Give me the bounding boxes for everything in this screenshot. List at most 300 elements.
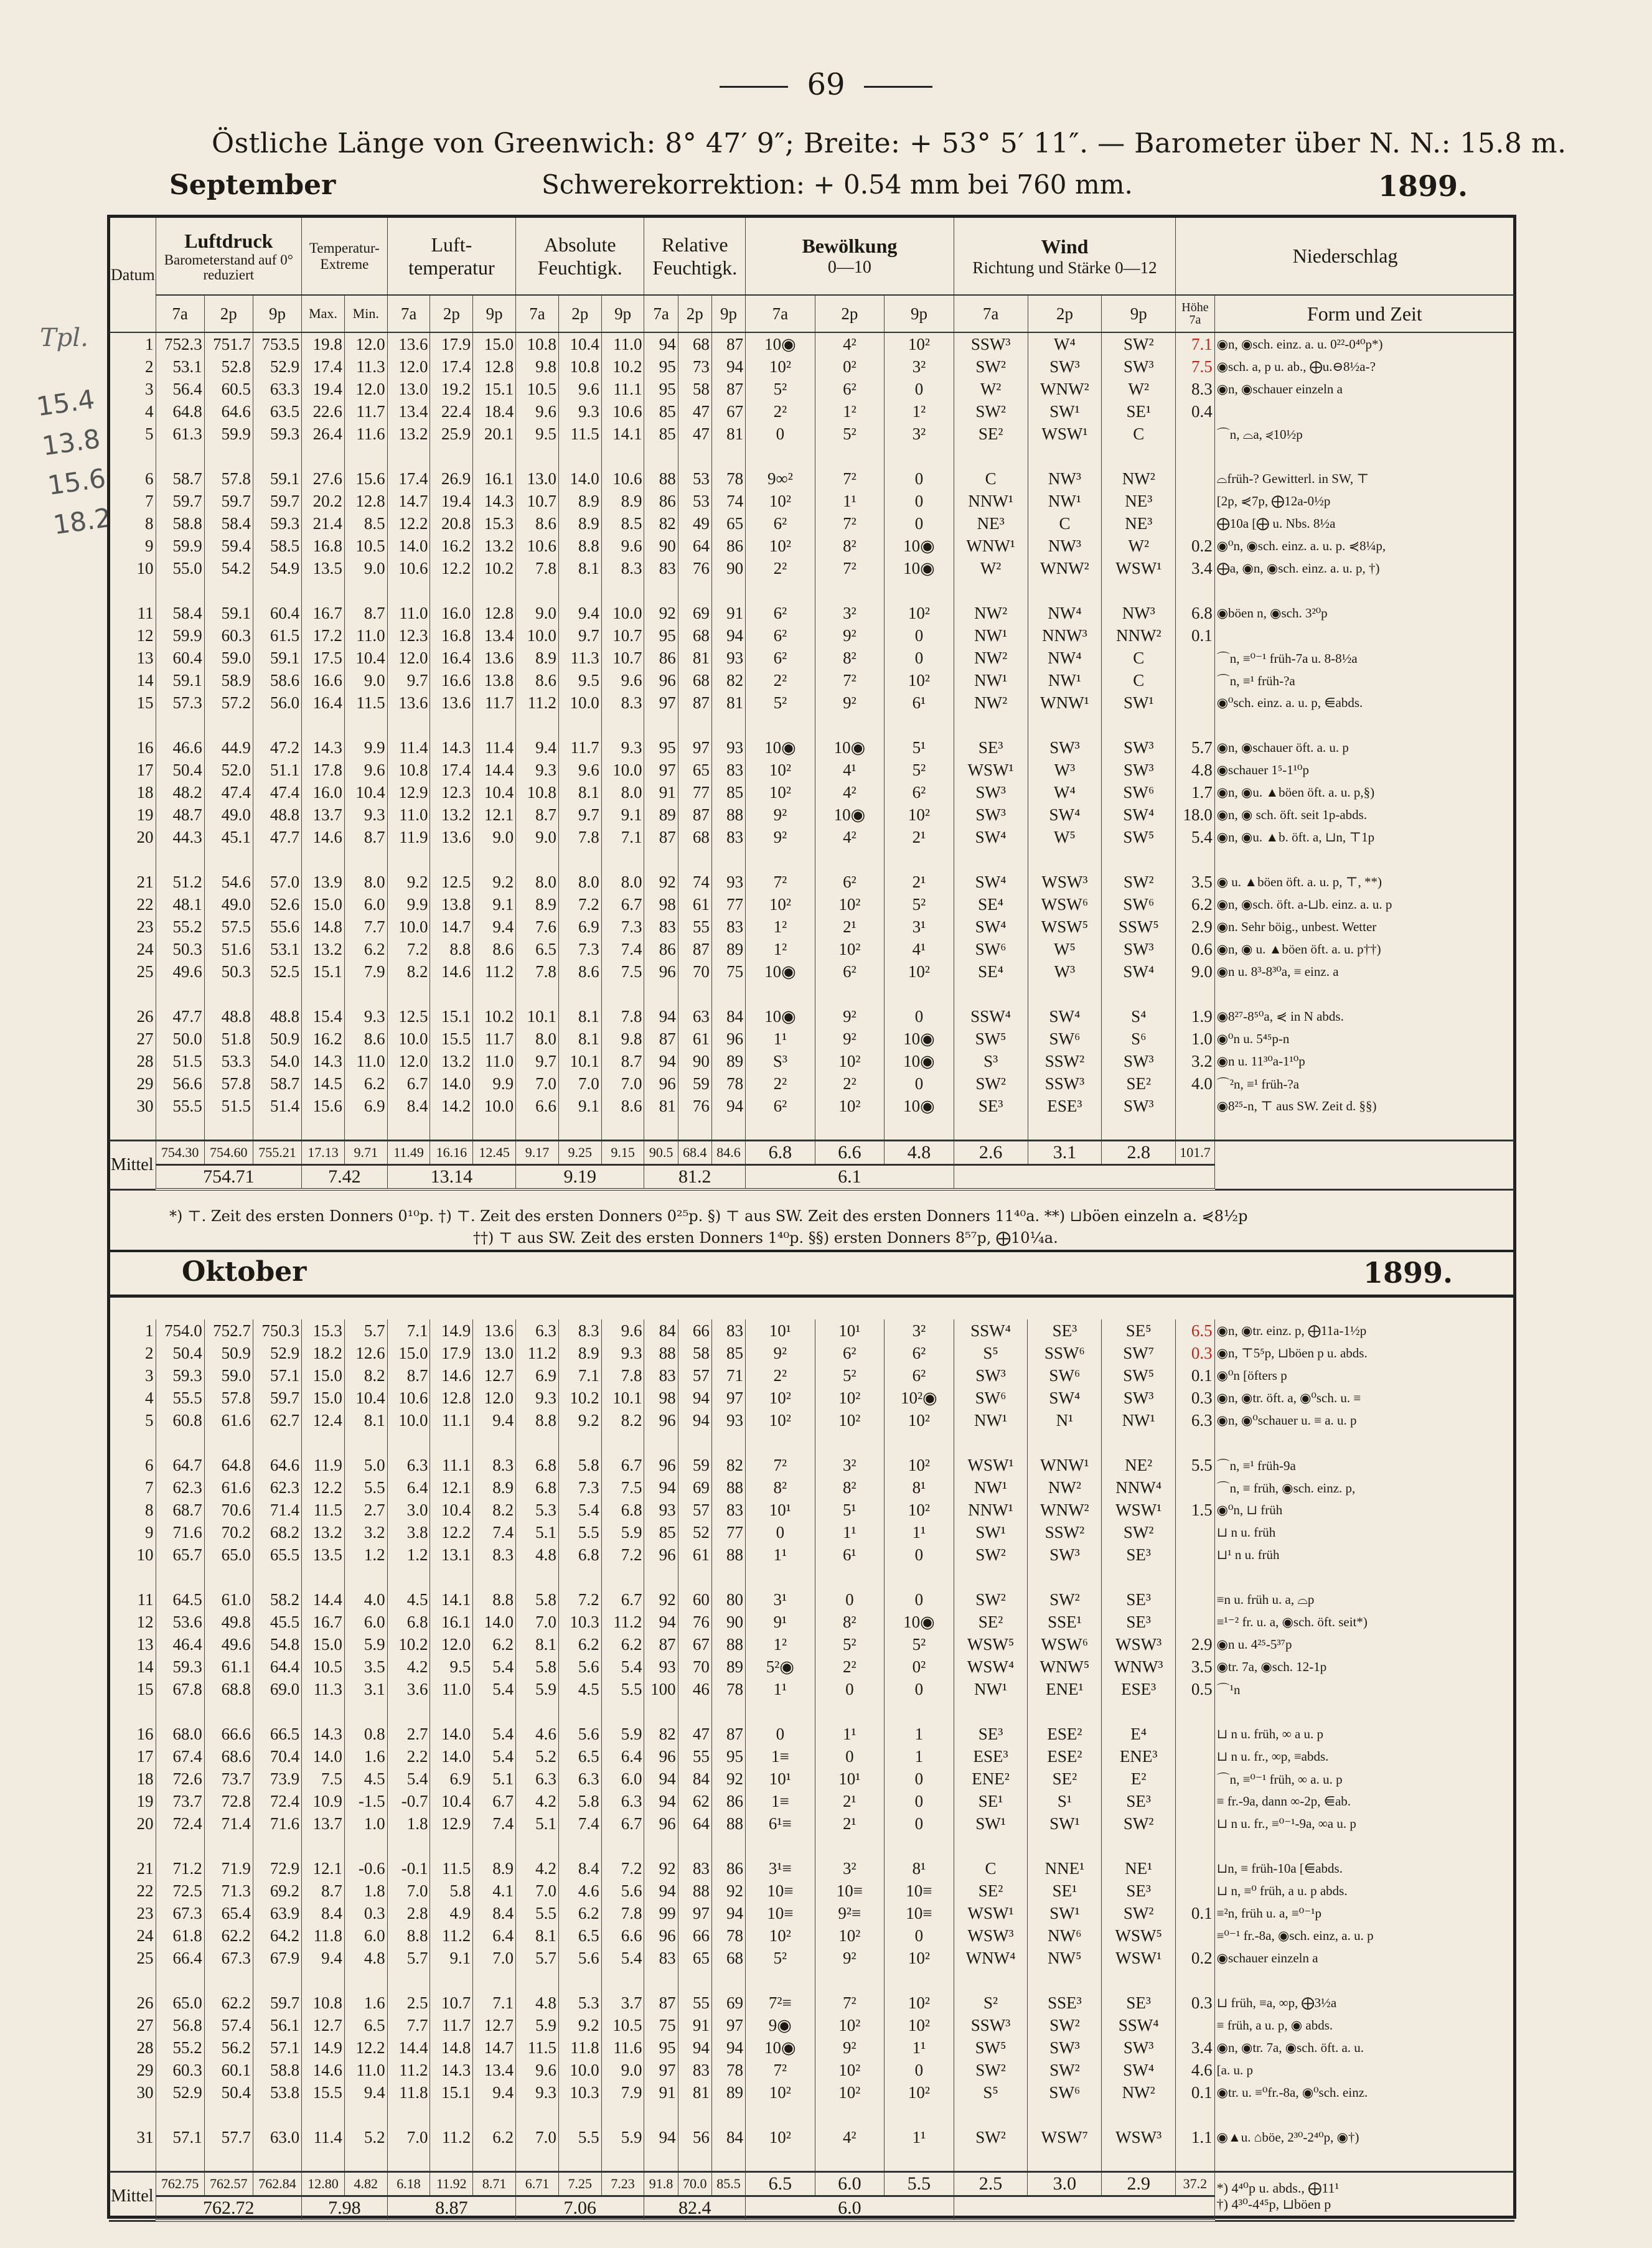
data-cell: 9.7 [387, 669, 430, 691]
data-cell: 57.4 [204, 2014, 253, 2036]
data-cell: 10.5 [344, 535, 387, 557]
september-note-2: ††) ⊤ aus SW. Zeit des ersten Donners 1⁴⁰p. §§) ersten Donners 8⁵⁷p, ⨁10¼a. [473, 1229, 1058, 1247]
gap-cell [344, 1969, 387, 1992]
table-row [109, 1723, 1514, 1745]
data-cell: WNW² [1028, 557, 1102, 579]
data-cell: 1¹ [885, 1521, 954, 1543]
data-cell: 64.7 [156, 1454, 204, 1476]
data-cell: 12.8 [344, 490, 387, 512]
data-cell: 6.4 [387, 1476, 430, 1499]
gap-cell [109, 1835, 156, 1857]
data-cell: 73.7 [204, 1768, 253, 1790]
data-cell: 5.4 [473, 1723, 516, 1745]
data-cell: 16.6 [430, 669, 473, 691]
data-cell: 5.5 [516, 1902, 559, 1924]
data-cell: 0 [885, 1768, 954, 1790]
data-cell: 62.7 [253, 1409, 301, 1431]
col-rel-feucht: Relative Feuchtigk. [644, 218, 746, 295]
col-datum: Datum [109, 218, 156, 332]
data-cell: 16.7 [302, 602, 345, 624]
data-cell: 6.3 [558, 1768, 601, 1790]
data-cell: 97 [644, 691, 678, 714]
data-cell: WSW³ [954, 1924, 1028, 1947]
data-cell: 65.0 [204, 1543, 253, 1566]
data-cell: 71 [711, 1364, 745, 1387]
day-cell: 31 [136, 2127, 154, 2147]
precip-form-cell: ◉n, ◉ u. ▲böen öft. a. u. p††) [1214, 938, 1514, 960]
data-cell: 8.8 [558, 535, 601, 557]
data-cell: 12.7 [302, 2014, 345, 2036]
data-cell: SE³ [1102, 1588, 1176, 1611]
data-cell: 83 [711, 1319, 745, 1342]
data-cell: 58.4 [204, 512, 253, 535]
data-cell: -0.7 [387, 1790, 430, 1812]
data-cell: 97 [711, 1387, 745, 1409]
gap-cell [1102, 1700, 1176, 1723]
data-cell: 17.9 [430, 332, 473, 355]
data-cell: 0.3 [1176, 1342, 1215, 1364]
data-cell: SE² [1102, 1072, 1176, 1095]
data-cell: 93 [711, 871, 745, 893]
gap-cell [601, 1835, 644, 1857]
gap-cell [885, 2148, 954, 2172]
data-cell: 94 [644, 1790, 678, 1812]
data-cell: 7.4 [558, 1812, 601, 1835]
data-cell: NW³ [1028, 535, 1102, 557]
mittel-value: 3.0 [1028, 2172, 1102, 2196]
gap-cell [516, 1117, 559, 1141]
data-cell: 10.6 [601, 467, 644, 490]
data-cell: 58.6 [253, 669, 301, 691]
precip-form-cell: ≡ fr.-9a, dann ∞-2p, ⋹ab. [1214, 1790, 1514, 1812]
data-cell: 0.8 [344, 1723, 387, 1745]
table-row [109, 2014, 1514, 2036]
precip-form-cell: ◉tr. u. ≡⁰fr.-8a, ◉⁰sch. einz. [1214, 2081, 1514, 2104]
data-cell: 8.6 [516, 669, 559, 691]
data-cell: 10² [746, 781, 815, 803]
data-cell: 14.9 [430, 1319, 473, 1342]
month-title-september: September [169, 169, 336, 201]
data-cell: SW⁴ [954, 826, 1028, 848]
data-cell: NW¹ [1028, 490, 1102, 512]
data-cell [1176, 1611, 1215, 1633]
data-cell: SSE³ [1028, 1992, 1102, 2014]
precip-form-cell: ⊔ früh, ≡a, ∞p, ⨁3½a [1214, 1992, 1514, 2014]
data-cell: 7.0 [473, 1947, 516, 1969]
data-cell: 51.6 [204, 938, 253, 960]
day-cell: 19 [136, 1791, 154, 1810]
data-cell: SW³ [1028, 736, 1102, 759]
month-title-oktober: Oktober [182, 1256, 307, 1288]
data-cell: 751.7 [204, 332, 253, 355]
data-cell: WSW⁷ [1028, 2126, 1102, 2148]
precip-form-cell: ⊔n, ≡ früh-10a [⋹abds. [1214, 1857, 1514, 1880]
gap-cell [109, 1566, 156, 1588]
data-cell: 10² [746, 893, 815, 916]
data-cell: 61.0 [204, 1588, 253, 1611]
precip-form-cell [1214, 624, 1514, 647]
precip-form-cell: ◉n, ◉u. ▲böen öft. a. u. p,§) [1214, 781, 1514, 803]
data-cell: 7.0 [516, 1880, 559, 1902]
data-cell: 92 [644, 871, 678, 893]
data-cell [1176, 467, 1215, 490]
table-row [109, 1409, 1514, 1431]
data-cell: 8¹ [885, 1476, 954, 1499]
data-cell: SW³ [1102, 1050, 1176, 1072]
gap-cell [601, 2104, 644, 2126]
data-cell: 6.3 [516, 1768, 559, 1790]
precip-form-cell: ≡ früh, a u. p, ◉ abds. [1214, 2014, 1514, 2036]
data-cell: 56.2 [204, 2036, 253, 2059]
data-cell: 66.5 [253, 1723, 301, 1745]
data-cell: 7.2 [601, 1543, 644, 1566]
table-row [109, 378, 1514, 400]
data-cell: SW² [954, 400, 1028, 423]
data-cell: 4.5 [344, 1768, 387, 1790]
table-row [109, 1319, 1514, 1342]
gap-cell [344, 1835, 387, 1857]
gap-cell [156, 848, 204, 871]
data-cell: 0.3 [1176, 1992, 1215, 2014]
data-cell: 59.7 [156, 490, 204, 512]
mittel-label: Mittel [109, 1141, 156, 1190]
data-cell: 10² [815, 938, 885, 960]
data-cell: 4.8 [1176, 759, 1215, 781]
data-cell: 10≡ [746, 1880, 815, 1902]
table-row [109, 602, 1514, 624]
data-cell: NW¹ [1028, 669, 1102, 691]
data-cell: 5.9 [601, 1521, 644, 1543]
data-cell: 10.8 [516, 332, 559, 355]
data-cell: 97 [711, 2014, 745, 2036]
data-cell: 89 [711, 938, 745, 960]
col-niederschlag: Niederschlag [1176, 218, 1514, 295]
gap-cell [1028, 445, 1102, 467]
gap-cell [711, 1431, 745, 1454]
table-row [109, 1880, 1514, 1902]
table-row [109, 535, 1514, 557]
data-cell: SW⁴ [1028, 1387, 1102, 1409]
section-divider [109, 1250, 1514, 1252]
data-cell: 11.7 [344, 400, 387, 423]
data-cell: S⁶ [1102, 1028, 1176, 1050]
table-row [109, 1095, 1514, 1117]
data-cell: 78 [711, 1924, 745, 1947]
data-cell: 51.5 [156, 1050, 204, 1072]
data-cell: 66.6 [204, 1723, 253, 1745]
gap-cell [746, 1835, 815, 1857]
data-cell: 13.8 [473, 669, 516, 691]
data-cell: 59.9 [156, 624, 204, 647]
data-cell: 55.2 [156, 916, 204, 938]
mittel-average: 6.0 [746, 2196, 954, 2221]
gap-cell [516, 1566, 559, 1588]
data-cell: 10◉ [746, 960, 815, 983]
data-cell: 11.0 [601, 332, 644, 355]
precip-form-cell: ◉n, ◉tr. 7a, ◉sch. öft. a. u. [1214, 2036, 1514, 2059]
data-cell: 51.1 [253, 759, 301, 781]
data-cell: 75 [644, 2014, 678, 2036]
data-cell: ESE³ [1102, 1678, 1176, 1700]
data-cell: 68.0 [156, 1723, 204, 1745]
gap-cell [430, 1431, 473, 1454]
col-abs-feucht: Absolute Feuchtigk. [516, 218, 644, 295]
data-cell: 2² [815, 1072, 885, 1095]
data-cell: 0.2 [1176, 535, 1215, 557]
day-cell: 19 [136, 805, 154, 824]
data-cell: 26.9 [430, 467, 473, 490]
gap-cell [302, 579, 345, 602]
data-cell: SW⁴ [1102, 2059, 1176, 2081]
day-cell: 3 [145, 1365, 154, 1385]
data-cell: -0.1 [387, 1857, 430, 1880]
data-cell: SW² [954, 1072, 1028, 1095]
data-cell: 10² [746, 1924, 815, 1947]
data-cell: 3.4 [1176, 2036, 1215, 2059]
data-cell: 11.0 [344, 1050, 387, 1072]
gap-cell [109, 1117, 156, 1141]
data-cell: SE⁴ [954, 893, 1028, 916]
table-row [109, 960, 1514, 983]
data-cell: 70.4 [253, 1745, 301, 1768]
precip-form-cell: ◉n, ◉u. ▲b. öft. a, ⊔n, ⊤1p [1214, 826, 1514, 848]
data-cell: 17.4 [430, 355, 473, 378]
day-cell: 22 [136, 1881, 154, 1900]
data-cell: 53 [678, 490, 711, 512]
data-cell: 49.8 [204, 1611, 253, 1633]
precip-form-cell: ⊔ n u. früh [1214, 1521, 1514, 1543]
table-row [109, 691, 1514, 714]
data-cell: 20.2 [302, 490, 345, 512]
data-cell: SW² [1028, 1588, 1102, 1611]
data-cell: 3² [815, 1454, 885, 1476]
table-row [109, 423, 1514, 445]
data-cell: 13.4 [387, 400, 430, 423]
gap-cell [516, 983, 559, 1005]
data-cell: 47.7 [253, 826, 301, 848]
data-cell: 7.1 [601, 826, 644, 848]
data-cell [1176, 1476, 1215, 1499]
data-cell [1176, 1521, 1215, 1543]
gap-cell [885, 445, 954, 467]
data-cell: 57.8 [204, 1072, 253, 1095]
data-cell [1176, 669, 1215, 691]
data-cell: 20.1 [473, 423, 516, 445]
data-cell: 9.3 [344, 803, 387, 826]
data-cell: 5¹ [885, 736, 954, 759]
data-cell: 16.0 [302, 781, 345, 803]
data-cell: 57.1 [253, 1364, 301, 1387]
gap-cell [1028, 714, 1102, 736]
data-cell: 90 [678, 1050, 711, 1072]
data-cell: 59.1 [204, 602, 253, 624]
gap-cell [204, 714, 253, 736]
data-cell: 81 [678, 647, 711, 669]
data-cell: 53.8 [253, 2081, 301, 2104]
data-cell: 6.3 [516, 1319, 559, 1342]
data-cell: 10.2 [558, 1387, 601, 1409]
data-cell: 9∞² [746, 467, 815, 490]
row-group-gap [109, 1700, 1514, 1723]
data-cell: 9.9 [344, 736, 387, 759]
data-cell: 52.6 [253, 893, 301, 916]
row-group-gap [109, 1969, 1514, 1992]
data-cell: 69 [678, 602, 711, 624]
data-cell: 82 [711, 1454, 745, 1476]
data-cell: 67.8 [156, 1678, 204, 1700]
data-cell: 9.4 [344, 2081, 387, 2104]
data-cell: C [954, 1857, 1028, 1880]
data-cell: 12.9 [430, 1812, 473, 1835]
data-cell: 94 [644, 2126, 678, 2148]
data-cell: 5.5 [558, 2126, 601, 2148]
data-cell: 59.7 [253, 1387, 301, 1409]
data-cell: 2¹ [815, 916, 885, 938]
data-cell: 97 [678, 1902, 711, 1924]
data-cell: 13.0 [473, 1342, 516, 1364]
data-cell: SSW² [1028, 1521, 1102, 1543]
data-cell: 58.2 [253, 1588, 301, 1611]
data-cell: 10◉ [746, 736, 815, 759]
data-cell: 17.9 [430, 1342, 473, 1364]
gap-cell [1028, 1700, 1102, 1723]
data-cell: 12.9 [387, 781, 430, 803]
data-cell: 10² [885, 2081, 954, 2104]
data-cell: 10.4 [430, 1790, 473, 1812]
data-cell: 71.2 [156, 1857, 204, 1880]
data-cell: 16.2 [302, 1028, 345, 1050]
row-group-gap [109, 1117, 1514, 1141]
data-cell: 4.6 [558, 1880, 601, 1902]
gap-cell [746, 2148, 815, 2172]
gap-cell [558, 1431, 601, 1454]
gap-cell [156, 1431, 204, 1454]
data-cell: 8.6 [516, 512, 559, 535]
data-cell: 0.4 [1176, 400, 1215, 423]
data-cell: NW⁴ [1028, 602, 1102, 624]
gap-cell [430, 1566, 473, 1588]
data-cell: 20.8 [430, 512, 473, 535]
data-cell: 8.6 [473, 938, 516, 960]
data-cell: 10¹ [746, 1768, 815, 1790]
data-cell: 10.4 [344, 1387, 387, 1409]
data-cell: 9.0 [1176, 960, 1215, 983]
data-cell: W³ [1028, 759, 1102, 781]
gap-cell [954, 1835, 1028, 1857]
data-cell: 60.1 [204, 2059, 253, 2081]
data-cell: 9.2 [473, 871, 516, 893]
mittel-average: 7.06 [516, 2196, 644, 2221]
precip-form-cell: ◉n u. 11³⁰a-1¹⁰p [1214, 1050, 1514, 1072]
data-cell: WNW² [1028, 378, 1102, 400]
data-cell: 13.5 [302, 1543, 345, 1566]
gap-cell [644, 2148, 678, 2172]
data-cell: 7.0 [516, 2126, 559, 2148]
mittel-value: 5.5 [885, 2172, 954, 2196]
data-cell: 55.5 [156, 1095, 204, 1117]
data-cell: 16.2 [430, 535, 473, 557]
data-cell: 0 [885, 624, 954, 647]
data-cell: 10.0 [387, 1409, 430, 1431]
data-cell: 15.1 [473, 378, 516, 400]
data-cell: 12.0 [387, 1050, 430, 1072]
data-cell: 6.7 [601, 893, 644, 916]
gap-cell [815, 445, 885, 467]
data-cell: -1.5 [344, 1790, 387, 1812]
data-cell: 4.2 [387, 1656, 430, 1678]
gap-cell [1102, 445, 1176, 467]
data-cell [1176, 1924, 1215, 1947]
data-cell: 76 [678, 1095, 711, 1117]
data-cell: 2.9 [1176, 916, 1215, 938]
data-cell: 8.0 [516, 871, 559, 893]
data-cell: 98 [644, 893, 678, 916]
data-cell: 10.8 [302, 1992, 345, 2014]
gap-cell [815, 1835, 885, 1857]
table-row [109, 355, 1514, 378]
day-cell: 27 [136, 2015, 154, 2035]
col-7a: 7a [644, 295, 678, 332]
table-row [109, 1902, 1514, 1924]
data-cell: 11.1 [430, 1409, 473, 1431]
data-cell: 10◉ [815, 803, 885, 826]
data-cell: 10.4 [558, 332, 601, 355]
data-cell: C [1102, 669, 1176, 691]
gap-cell [1214, 1431, 1514, 1454]
table-row [109, 557, 1514, 579]
gap-cell [815, 579, 885, 602]
data-cell: 8.1 [516, 1633, 559, 1656]
gap-cell [344, 1700, 387, 1723]
day-cell: 21 [136, 872, 154, 891]
data-cell: NNW¹ [954, 1499, 1028, 1521]
gap-cell [204, 2104, 253, 2126]
gap-cell [644, 848, 678, 871]
data-cell: 11.3 [302, 1678, 345, 1700]
data-cell: 48.7 [156, 803, 204, 826]
data-cell: 0.6 [1176, 938, 1215, 960]
data-cell: 78 [711, 2059, 745, 2081]
data-cell: SSW⁴ [954, 1005, 1028, 1028]
data-cell: 5² [746, 378, 815, 400]
col-luftdruck [156, 218, 302, 295]
data-cell: 90 [644, 535, 678, 557]
gap-cell [1214, 1700, 1514, 1723]
precip-form-cell: ◉n, ◉tr. einz. p, ⨁11a-1½p [1214, 1319, 1514, 1342]
gap-cell [954, 714, 1028, 736]
data-cell: 4² [815, 781, 885, 803]
data-cell: 96 [644, 1745, 678, 1768]
precip-form-cell: ⌒²n, ≡¹ früh-?a [1214, 1072, 1514, 1095]
gap-cell [204, 1700, 253, 1723]
data-cell: 15.6 [302, 1095, 345, 1117]
data-cell: 14.3 [473, 490, 516, 512]
data-cell: 10² [885, 960, 954, 983]
data-cell: 52.9 [156, 2081, 204, 2104]
table-row [109, 803, 1514, 826]
day-cell: 23 [136, 917, 154, 936]
data-cell: 6.3 [387, 1454, 430, 1476]
data-cell: W⁴ [1028, 332, 1102, 355]
data-cell: SW⁴ [954, 916, 1028, 938]
day-cell: 20 [136, 1814, 154, 1833]
col-7a: 7a [156, 295, 204, 332]
data-cell: WSW³ [1102, 1633, 1176, 1656]
data-cell: 55 [678, 1992, 711, 2014]
data-cell: 6.6 [601, 1924, 644, 1947]
data-cell: 64.8 [156, 400, 204, 423]
gap-cell [644, 579, 678, 602]
